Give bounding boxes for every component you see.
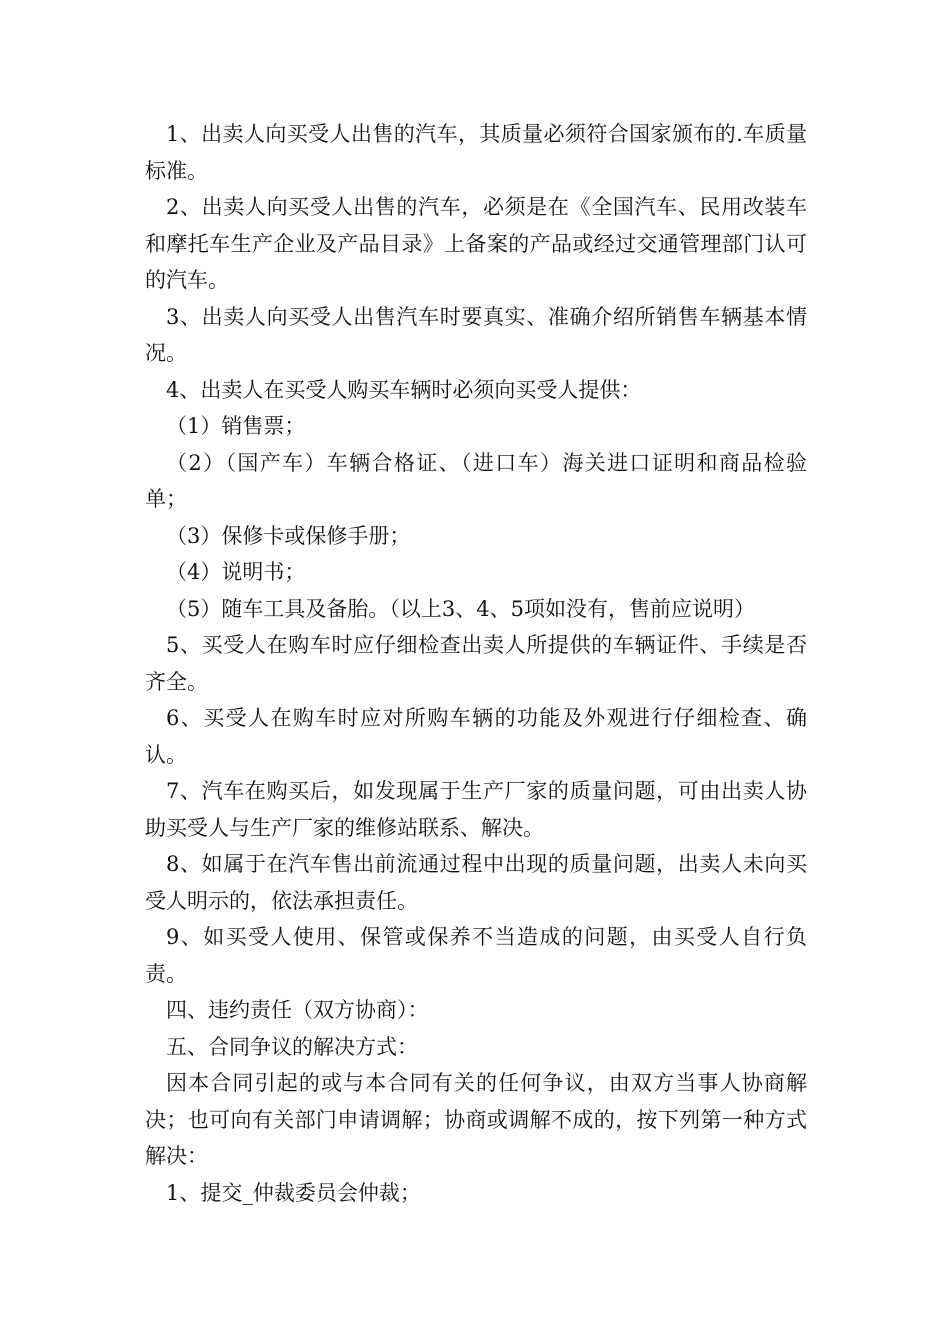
clause-4-item-1: （1）销售票； — [166, 414, 306, 438]
document-body — [145, 116, 807, 1211]
clause-4-item-3: （3）保修卡或保修手册； — [166, 523, 411, 548]
dispute-paragraph: 因本合同引起的或与本合同有关的任何争议，由双方当事人协商解决；也可向有关部门申请调解；协商或调解不成的，按下列第一种方式解决： — [145, 1071, 807, 1168]
clause-4-item-4: （4）说明书； — [166, 560, 306, 584]
clause-4-item-2: （2）（国产车）车辆合格证、（进口车）海关进口证明和商品检验单； — [145, 450, 807, 511]
clause-3: 3、出卖人向买受人出售汽车时要真实、准确介绍所销售车辆基本情况。 — [145, 304, 807, 365]
dispute-option-1: 1、提交_仲裁委员会仲裁； — [166, 1180, 421, 1205]
clause-1: 1、出卖人向买受人出售的汽车，其质量必须符合国家颁布的.车质量标准。 — [145, 122, 807, 183]
clause-4: 4、出卖人在买受人购买车辆时必须向买受人提供： — [166, 377, 642, 402]
clause-7: 7、汽车在购买后，如发现属于生产厂家的质量问题，可由出卖人协助买受人与生产厂家的维修站联系、解决。 — [145, 779, 807, 840]
clause-5: 5、买受人在购车时应仔细检查出卖人所提供的车辆证件、手续是否齐全。 — [145, 633, 807, 694]
section-heading-breach: 四、违约责任（双方协商）： — [166, 998, 429, 1022]
clause-8: 8、如属于在汽车售出前流通过程中出现的质量问题，出卖人未向买受人明示的，依法承担责任。 — [145, 852, 807, 913]
section-heading-dispute: 五、合同争议的解决方式： — [166, 1034, 418, 1059]
clause-2: 2、出卖人向买受人出售的汽车，必须是在《全国汽车、民用改装车和摩托车生产企业及产品目录》上备案的产品或经过交通管理部门认可的汽车。 — [145, 195, 807, 292]
clause-9: 9、如买受人使用、保管或保养不当造成的问题，由买受人自行负责。 — [145, 925, 807, 986]
clause-4-item-5: （5）随车工具及备胎。（以上3、4、5项如没有，售前应说明） — [166, 596, 755, 621]
clause-6: 6、买受人在购车时应对所购车辆的功能及外观进行仔细检查、确认。 — [145, 706, 807, 767]
